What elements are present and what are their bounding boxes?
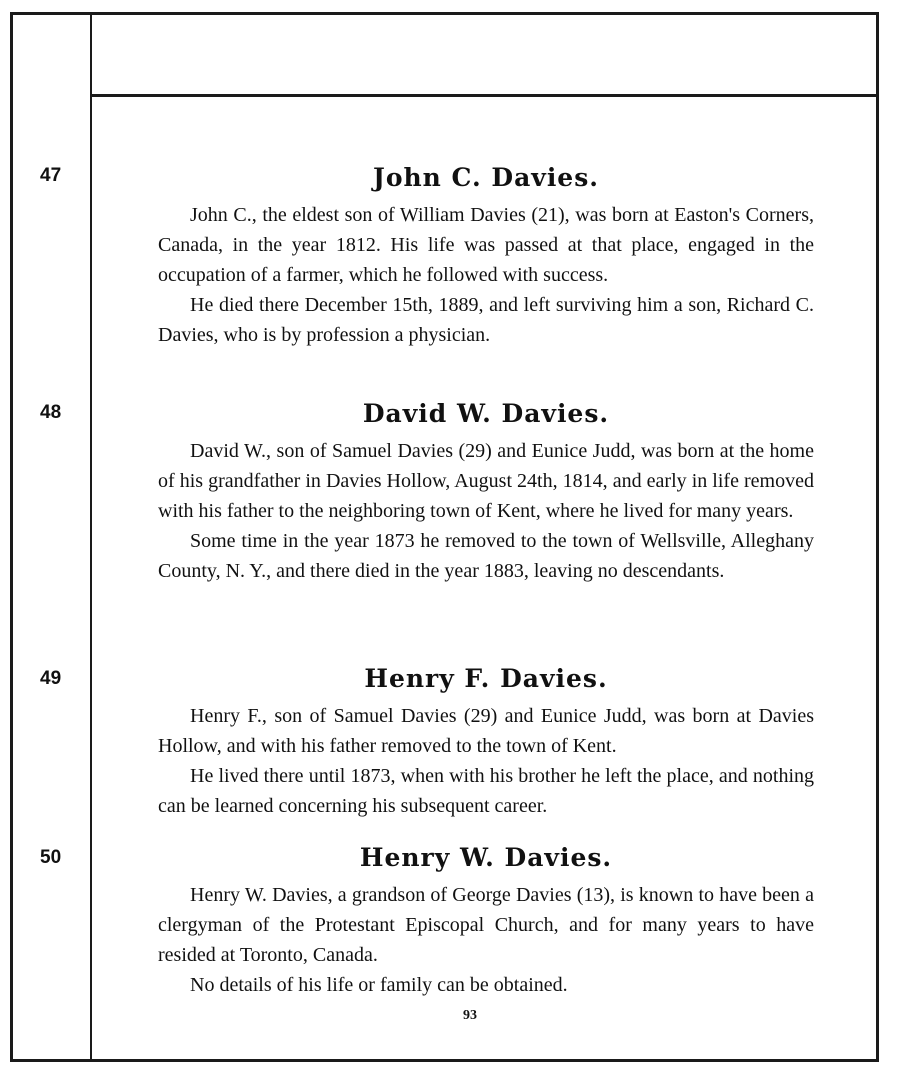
entry — [158, 663, 814, 821]
entry-number: 48 — [40, 402, 62, 423]
margin-rule — [90, 12, 92, 1062]
entry-number: 47 — [40, 165, 62, 186]
entry-heading: David W. Davies. — [362, 399, 610, 428]
paragraph: David W., son of Samuel Davies (29) and Eunice Judd, was born at the home of his grandfather in Davies Hollow, August 24th, 1814, and early in life removed with his father to the neighboring town of Kent, where he lived for many years. — [158, 440, 814, 522]
paragraph: He lived there until 1873, when with his brother he left the place, and nothing can be learned concerning his subsequent career. — [158, 765, 814, 817]
entry-heading: Henry F. Davies. — [364, 664, 608, 693]
entry — [158, 842, 814, 1000]
entry — [158, 398, 814, 586]
entry — [158, 162, 814, 350]
entry-heading: Henry W. Davies. — [359, 843, 613, 872]
entry-number: 50 — [40, 847, 62, 868]
paragraph: He died there December 15th, 1889, and left surviving him a son, Richard C. Davies, who is by profession a physician. — [158, 294, 814, 346]
paragraph: Henry F., son of Samuel Davies (29) and Eunice Judd, was born at Davies Hollow, and with his father removed to the town of Kent. — [158, 705, 814, 757]
paragraph: John C., the eldest son of William Davies (21), was born at Easton's Corners, Canada, in the year 1812. His life was passed at that place, engaged in the occupation of a farmer, which he followed with success. — [158, 204, 814, 286]
entry-number: 49 — [40, 668, 62, 689]
paragraph: No details of his life or family can be obtained. — [190, 974, 568, 996]
paragraph: Henry W. Davies, a grandson of George Davies (13), is known to have been a clergyman of the Protestant Episcopal Church, and for many years to have resided at Toronto, Canada. — [158, 884, 814, 966]
header-rule — [91, 94, 879, 97]
paragraph: Some time in the year 1873 he removed to the town of Wellsville, Alleghany County, N. Y., and there died in the year 1883, leaving no descendants. — [158, 530, 814, 582]
page-number: 93 — [463, 1008, 477, 1023]
entry-heading: John C. Davies. — [372, 163, 599, 192]
